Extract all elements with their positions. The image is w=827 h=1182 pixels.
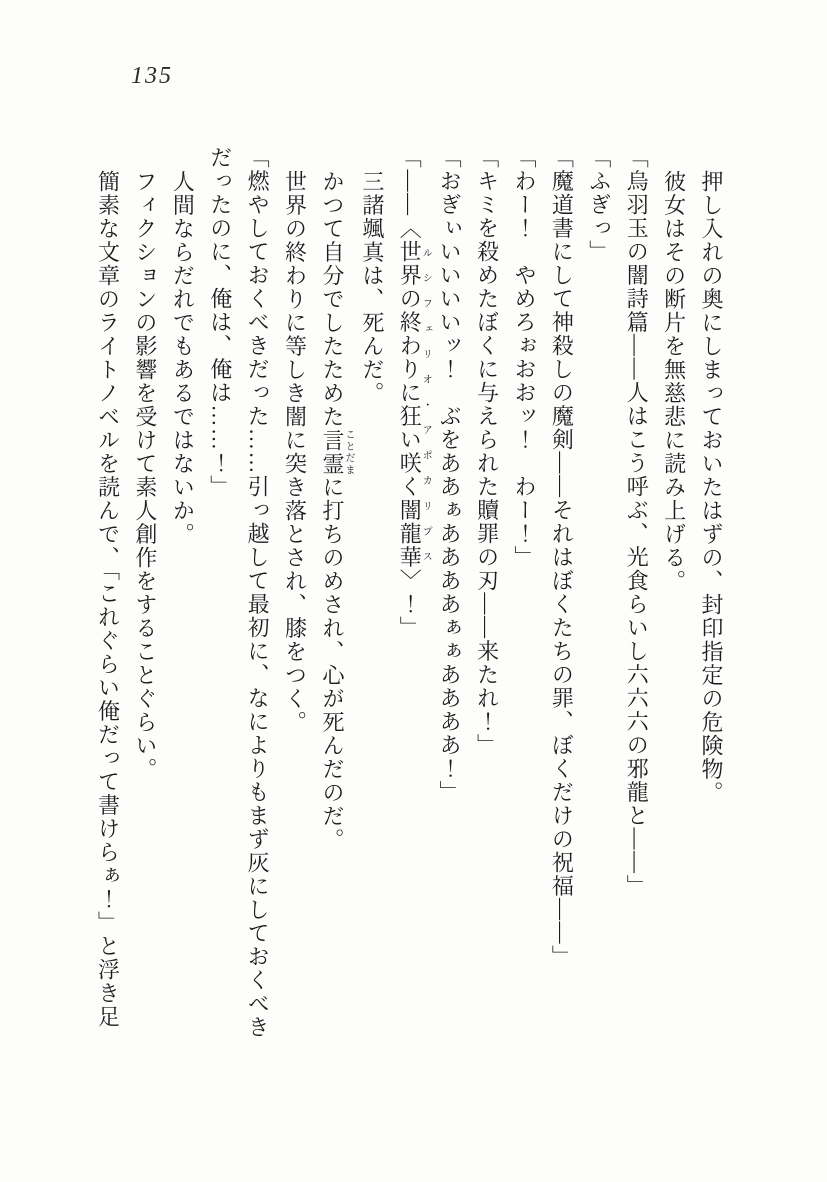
text-segment: かつて自分でしたためた bbox=[319, 170, 345, 429]
text-segment: 「ふぎっ」 bbox=[586, 146, 612, 264]
text-line-2 bbox=[655, 146, 692, 1058]
text-segment: 人間ならだれでもあるではないか。 bbox=[170, 170, 196, 546]
text-line-14 bbox=[201, 146, 238, 1058]
text-line-3 bbox=[618, 146, 655, 1058]
text-segment: 彼女はその断片を無慈悲に読み上げる。 bbox=[661, 170, 687, 593]
text-segment: 「燃やしておくべきだった……引っ越して最初に、なによりもまず灰にしておくべき bbox=[245, 146, 271, 1039]
ruby-reading: ことだま bbox=[342, 428, 354, 476]
text-segment: 「――〈 bbox=[397, 146, 423, 240]
text-segment: 簡素な文章のライトノベルを読んで、「これぐらい俺だって書けらぁ！」と浮き足 bbox=[95, 170, 121, 1029]
text-segment: 三諸颯真は、死んだ。 bbox=[359, 170, 385, 405]
ruby-reading: ルシフェリオ・アポカリプス bbox=[420, 240, 432, 569]
text-segment: フィクションの影響を受けて素人創作をすることぐらい。 bbox=[132, 170, 158, 781]
text-line-4 bbox=[580, 146, 617, 1058]
ruby-annotated-text: 言霊ことだま bbox=[319, 428, 354, 476]
page-number: 135 bbox=[131, 63, 173, 89]
text-segment: 〉！」 bbox=[397, 569, 423, 640]
text-segment: 押し入れの奥にしまっておいたはずの、封印指定の危険物。 bbox=[699, 170, 724, 805]
text-segment: 世界の終わりに等しき闇に突き落とされ、膝をつく。 bbox=[282, 170, 308, 734]
text-line-16 bbox=[127, 146, 164, 1058]
text-line-9 bbox=[391, 146, 431, 1058]
text-line-10 bbox=[353, 146, 390, 1058]
text-segment: だったのに、俺は、俺は……！」 bbox=[207, 146, 233, 499]
text-line-6 bbox=[506, 146, 543, 1058]
text-segment: 「烏羽玉の闇詩篇――人はこう呼ぶ、光食らいし六六六の邪龍と――」 bbox=[624, 146, 650, 898]
text-line-13 bbox=[239, 146, 276, 1058]
text-line-15 bbox=[164, 146, 201, 1058]
text-segment: 「キミを殺めたぼくに与えられた贖罪の刃――来たれ！」 bbox=[474, 146, 500, 757]
text-line-12 bbox=[276, 146, 313, 1058]
text-line-11 bbox=[314, 146, 354, 1058]
text-line-1 bbox=[693, 146, 730, 1058]
text-line-8 bbox=[431, 146, 468, 1058]
text-block bbox=[89, 146, 730, 1058]
text-segment: 「魔道書にして神殺しの魔剣――それはぼくたちの罪、ぼくだけの祝福――」 bbox=[549, 146, 575, 969]
ruby-annotated-text: 世界の終わりに狂い咲く闇龍華ルシフェリオ・アポカリプス bbox=[397, 240, 432, 569]
text-segment: に打ちのめされ、心が死んだのだ。 bbox=[319, 475, 345, 852]
text-line-17 bbox=[89, 146, 126, 1058]
text-segment: 「わー！ やめろぉおおッ！ わー！」 bbox=[511, 146, 537, 569]
text-line-7 bbox=[468, 146, 505, 1058]
text-segment: 「おぎぃいいいいッ！ ぶをああぁああああぁぁああああ！」 bbox=[437, 146, 463, 804]
text-line-5 bbox=[543, 146, 580, 1058]
